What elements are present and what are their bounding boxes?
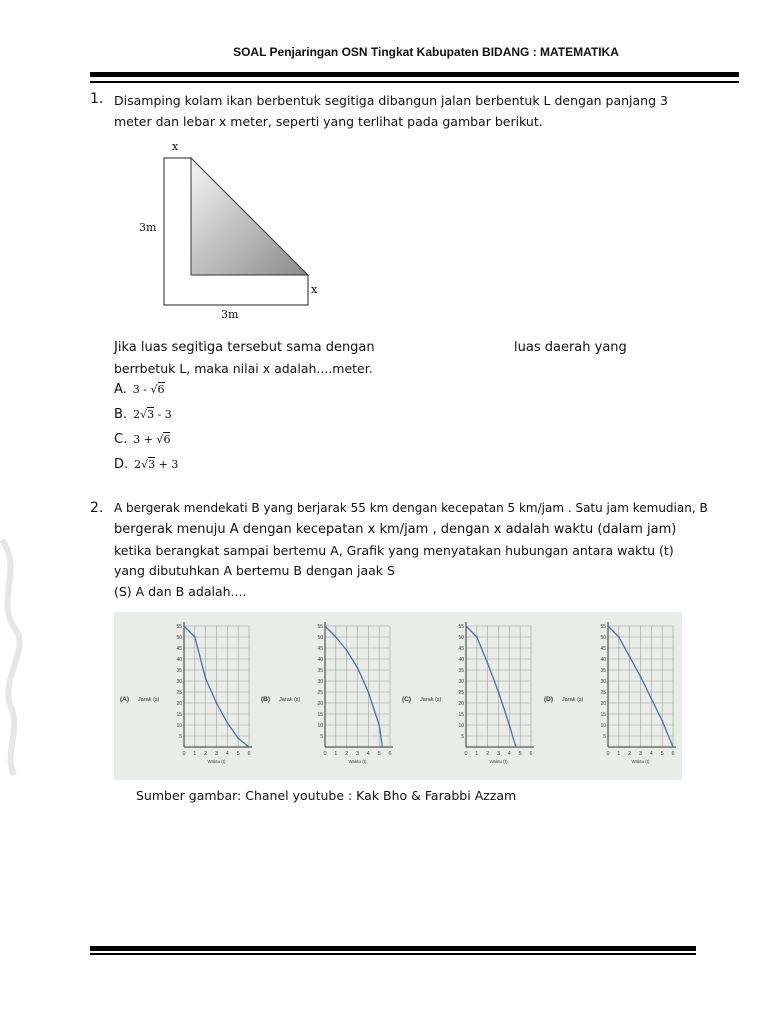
data-point <box>476 636 478 638</box>
x-tick-label: 6 <box>388 751 392 757</box>
x-tick-label: 4 <box>507 751 511 757</box>
watermark-decoration <box>0 520 34 780</box>
header-rule-thin <box>90 81 739 83</box>
y-tick-label: 50 <box>458 635 464 641</box>
figure-label-bottom-3m: 3m <box>221 308 239 321</box>
page-header-title: SOAL Penjaringan OSN Tingkat Kabupaten BIDANG : MATEMATIKA <box>233 45 619 59</box>
y-tick-label: 55 <box>458 624 464 630</box>
q1-line-1: Disamping kolam ikan berbentuk segitiga dibangun jalan berbentuk L dengan panjang 3 <box>114 93 668 108</box>
y-tick-label: 15 <box>600 712 606 718</box>
x-axis-label: Waktu (t) <box>631 759 650 764</box>
y-tick-label: 30 <box>458 679 464 685</box>
y-tick-label: 40 <box>600 657 606 663</box>
distance-line <box>466 626 516 747</box>
image-source-caption: Sumber gambar: Chanel youtube : Kak Bho & Farabbi Azzam <box>136 788 517 803</box>
option-letter: B. <box>114 407 128 422</box>
y-tick-label: 10 <box>458 723 464 729</box>
data-point <box>607 625 609 627</box>
y-axis-label: Jarak (s) <box>562 697 584 703</box>
y-tick-label: 55 <box>600 624 606 630</box>
data-point <box>508 724 510 726</box>
x-tick-label: 4 <box>649 751 653 757</box>
y-tick-label: 35 <box>458 668 464 674</box>
data-point <box>661 720 663 722</box>
figure-label-top-x: x <box>172 140 179 153</box>
x-tick-label: 6 <box>671 751 675 757</box>
data-point <box>216 702 218 704</box>
y-tick-label: 10 <box>317 723 323 729</box>
x-tick-label: 1 <box>475 751 479 757</box>
y-tick-label: 20 <box>458 701 464 707</box>
x-tick-label: 2 <box>204 751 208 757</box>
footer-rule-thin <box>90 953 696 955</box>
data-point <box>183 625 185 627</box>
x-tick-label: 5 <box>518 751 522 757</box>
y-tick-label: 25 <box>317 690 323 696</box>
y-tick-label: 25 <box>600 690 606 696</box>
x-tick-label: 3 <box>355 751 360 757</box>
data-point <box>248 746 250 748</box>
x-tick-label: 5 <box>377 751 381 757</box>
data-point <box>324 625 326 627</box>
y-tick-label: 45 <box>176 646 182 652</box>
option-value-pre: 2 <box>133 408 141 421</box>
x-tick-label: 2 <box>345 751 349 757</box>
footer-rule-thick <box>90 946 696 951</box>
y-tick-label: 35 <box>317 668 323 674</box>
option-letter: A. <box>114 382 127 397</box>
y-tick-label: 50 <box>176 635 182 641</box>
q2-line-4: yang dibutuhkan A bertemu B dengan jaak S <box>114 563 395 578</box>
data-point <box>672 746 674 748</box>
data-point <box>498 691 500 693</box>
y-tick-label: 10 <box>600 723 606 729</box>
x-tick-label: 2 <box>486 751 490 757</box>
q1-option-c[interactable]: C. 3 + √6 <box>114 432 171 447</box>
y-tick-label: 50 <box>317 635 323 641</box>
data-point <box>382 746 384 748</box>
figure-label-right-x: x <box>311 283 318 296</box>
q1-number: 1. <box>90 91 104 107</box>
graph-option-label: (C) <box>402 696 412 703</box>
x-tick-label: 0 <box>606 751 610 757</box>
x-tick-label: 4 <box>225 751 229 757</box>
x-tick-label: 1 <box>193 751 197 757</box>
y-tick-label: 35 <box>176 668 182 674</box>
data-point <box>194 636 196 638</box>
option-radicand: 6 <box>157 383 165 396</box>
q2-line-5: (S) A dan B adalah.... <box>114 584 247 599</box>
y-tick-label: 45 <box>600 646 606 652</box>
y-tick-label: 30 <box>317 679 323 685</box>
x-tick-label: 1 <box>334 751 338 757</box>
x-tick-label: 0 <box>464 751 468 757</box>
graphs-svg <box>114 612 682 780</box>
data-point <box>378 724 380 726</box>
data-point <box>357 667 359 669</box>
y-tick-label: 55 <box>317 624 323 630</box>
x-tick-label: 5 <box>236 751 240 757</box>
data-point <box>618 636 620 638</box>
y-tick-label: 5 <box>603 734 606 740</box>
data-point <box>465 625 467 627</box>
option-value-pre: 3 - <box>132 383 151 396</box>
x-axis-label: Waktu (t) <box>207 759 226 764</box>
x-axis-label: Waktu (t) <box>348 759 367 764</box>
data-point <box>226 722 228 724</box>
q1-statement-part-a: Jika luas segitiga tersebut sama dengan <box>114 340 375 355</box>
data-point <box>205 678 207 680</box>
data-point <box>629 656 631 658</box>
x-axis-label: Waktu (t) <box>489 759 508 764</box>
y-tick-label: 25 <box>458 690 464 696</box>
y-tick-label: 25 <box>176 690 182 696</box>
y-tick-label: 5 <box>179 734 182 740</box>
data-point <box>515 746 517 748</box>
x-tick-label: 0 <box>323 751 327 757</box>
q1-statement-part-b: luas daerah yang <box>514 340 627 355</box>
q1-line-2: meter dan lebar x meter, seperti yang terlihat pada gambar berikut. <box>114 114 543 129</box>
data-point <box>650 698 652 700</box>
option-radicand: 6 <box>163 433 171 446</box>
data-point <box>640 676 642 678</box>
y-tick-label: 45 <box>317 646 323 652</box>
y-tick-label: 20 <box>317 701 323 707</box>
y-tick-label: 35 <box>600 668 606 674</box>
y-tick-label: 20 <box>600 701 606 707</box>
y-tick-label: 50 <box>600 635 606 641</box>
option-letter: D. <box>114 457 129 472</box>
graph-option-label: (A) <box>120 696 130 703</box>
data-point <box>487 663 489 665</box>
q1-option-d[interactable]: D. 2√3 + 3 <box>114 457 179 472</box>
x-tick-label: 0 <box>182 751 186 757</box>
y-tick-label: 55 <box>176 624 182 630</box>
data-point <box>335 636 337 638</box>
option-value-pre: 2 <box>134 458 142 471</box>
y-tick-label: 40 <box>176 657 182 663</box>
q1-statement-line-2: berrbetuk L, maka nilai x adalah....meter. <box>114 361 373 376</box>
y-axis-label: Jarak (s) <box>279 697 301 703</box>
graph-option-label: (D) <box>544 696 554 703</box>
x-tick-label: 5 <box>660 751 664 757</box>
x-tick-label: 6 <box>247 751 251 757</box>
graphs-panel <box>114 612 682 780</box>
y-tick-label: 40 <box>317 657 323 663</box>
q1-option-a[interactable]: A. 3 - √6 <box>114 382 165 397</box>
x-tick-label: 6 <box>529 751 533 757</box>
option-radicand: 3 <box>147 408 155 421</box>
option-value-post: + 3 <box>155 458 179 471</box>
q2-line-1: A bergerak mendekati B yang berjarak 55 km dengan kecepatan 5 km/jam . Satu jam kemudian, B <box>114 501 708 515</box>
data-point <box>367 691 369 693</box>
x-tick-label: 4 <box>366 751 370 757</box>
y-tick-label: 15 <box>458 712 464 718</box>
y-tick-label: 30 <box>176 679 182 685</box>
q2-line-2: bergerak menuju A dengan kecepatan x km/jam , dengan x adalah waktu (dalam jam) <box>114 522 677 537</box>
y-axis-label: Jarak (s) <box>138 697 160 703</box>
q2-line-3: ketika berangkat sampai bertemu A, Grafik yang menyatakan hubungan antara waktu (t) <box>114 543 674 558</box>
figure-label-side-3m: 3m <box>139 221 157 234</box>
y-tick-label: 10 <box>176 723 182 729</box>
option-radicand: 3 <box>148 458 156 471</box>
y-tick-label: 5 <box>320 734 323 740</box>
y-tick-label: 20 <box>176 701 182 707</box>
q2-number: 2. <box>90 500 104 516</box>
x-tick-label: 3 <box>496 751 501 757</box>
x-tick-label: 1 <box>617 751 621 757</box>
graph-option-label: (B) <box>261 696 271 703</box>
x-tick-label: 2 <box>628 751 632 757</box>
y-axis-label: Jarak (s) <box>420 697 442 703</box>
option-letter: C. <box>114 432 128 447</box>
option-value-post: - 3 <box>154 408 172 421</box>
x-tick-label: 3 <box>638 751 643 757</box>
data-point <box>346 649 348 651</box>
data-point <box>237 737 239 739</box>
l-shape-figure <box>160 154 310 309</box>
q1-option-b[interactable]: B. 2√3 - 3 <box>114 407 172 422</box>
y-tick-label: 40 <box>458 657 464 663</box>
x-tick-label: 3 <box>214 751 219 757</box>
y-tick-label: 15 <box>176 712 182 718</box>
y-tick-label: 45 <box>458 646 464 652</box>
y-tick-label: 15 <box>317 712 323 718</box>
triangle-pond <box>191 158 308 275</box>
y-tick-label: 30 <box>600 679 606 685</box>
y-tick-label: 5 <box>461 734 464 740</box>
distance-line <box>325 626 382 747</box>
option-value-pre: 3 + <box>133 433 157 446</box>
header-rule-thick <box>90 72 739 77</box>
